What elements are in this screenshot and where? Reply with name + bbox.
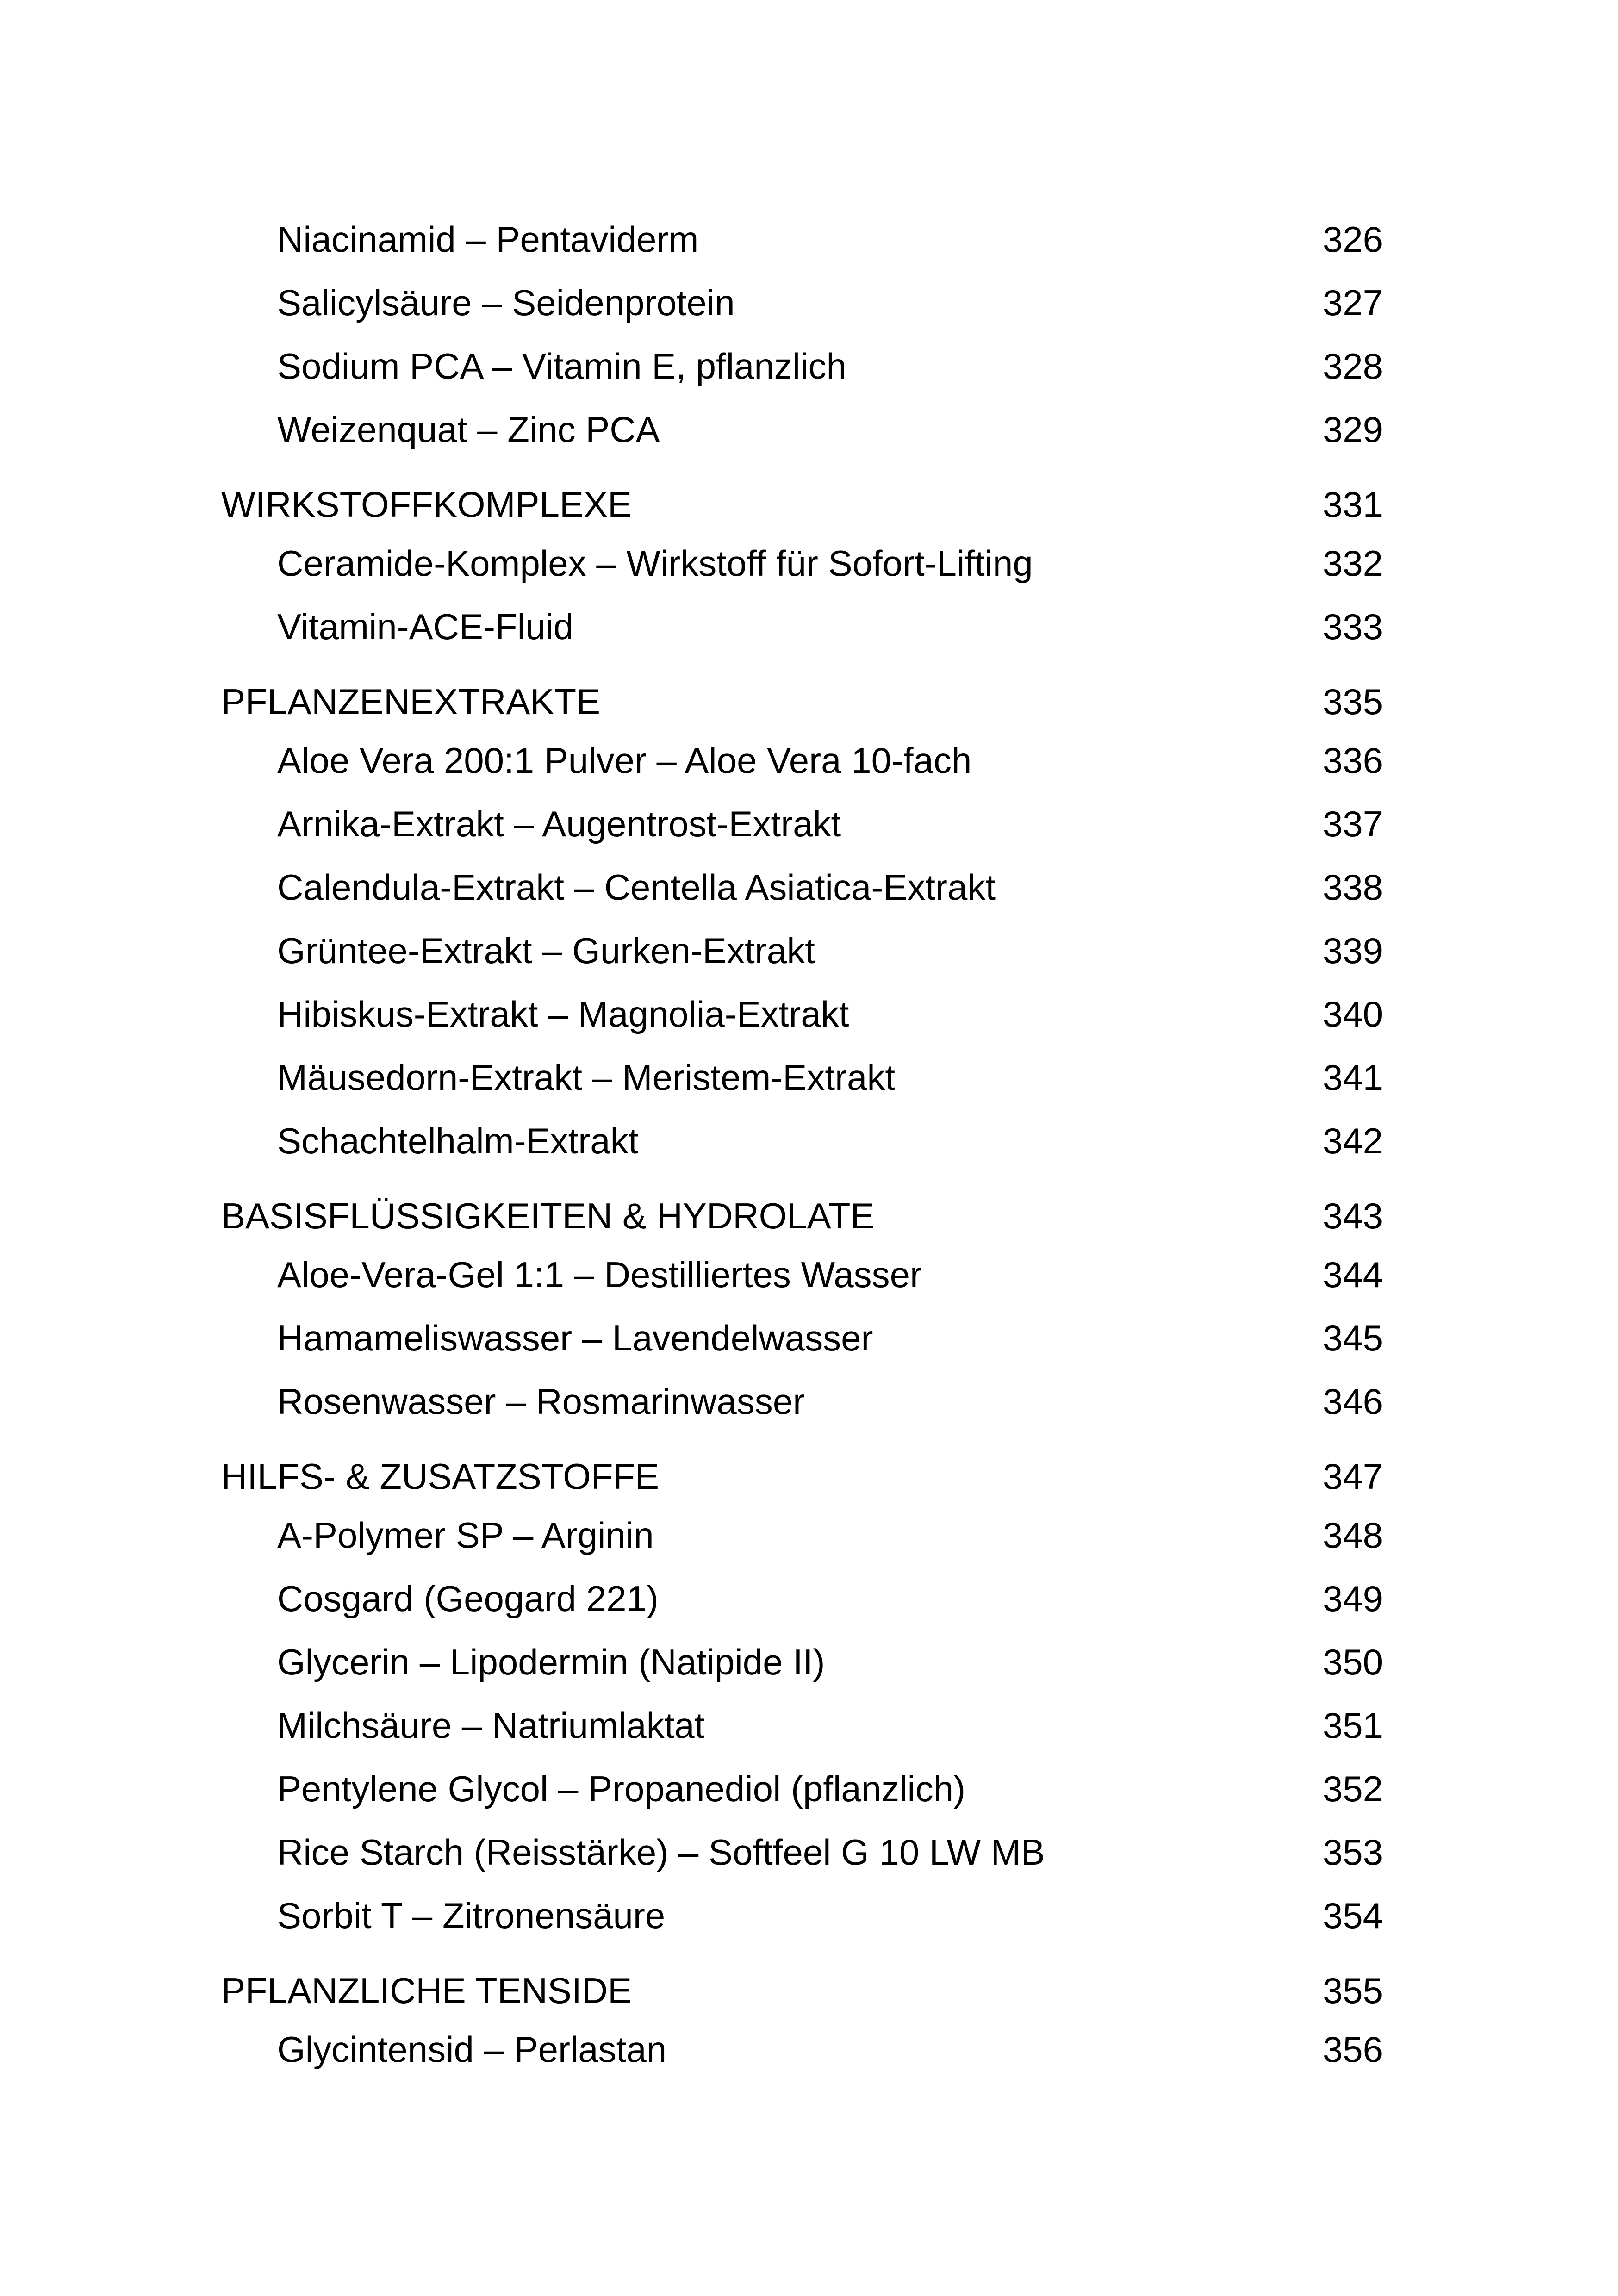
toc-entry-title: Rice Starch (Reisstärke) – Softfeel G 10 LW MB xyxy=(277,1832,1045,1873)
toc-entry xyxy=(221,1046,1383,1109)
toc-entry-title: Weizenquat – Zinc PCA xyxy=(277,409,660,450)
toc-page-number: 343 xyxy=(1322,1195,1383,1236)
toc-entry xyxy=(221,271,1383,335)
toc-entry-title: Schachtelhalm-Extrakt xyxy=(277,1120,639,1161)
toc-page-number: 356 xyxy=(1322,2029,1383,2070)
toc-entry xyxy=(221,208,1383,271)
toc-entry-title: Glycerin – Lipodermin (Natipide II) xyxy=(277,1642,825,1682)
toc-entry-title: Sodium PCA – Vitamin E, pflanzlich xyxy=(277,346,846,386)
toc-entry xyxy=(221,335,1383,398)
toc-entry xyxy=(221,919,1383,983)
toc-entry-title: Salicylsäure – Seidenprotein xyxy=(277,282,735,323)
toc-page-number: 348 xyxy=(1322,1515,1383,1556)
toc-entry-title: Grüntee-Extrakt – Gurken-Extrakt xyxy=(277,930,815,971)
toc-page-number: 338 xyxy=(1322,867,1383,908)
toc-page-number: 352 xyxy=(1322,1768,1383,1809)
toc-entry-title: Milchsäure – Natriumlaktat xyxy=(277,1705,705,1746)
toc-entry-title: Glycintensid – Perlastan xyxy=(277,2029,667,2070)
toc-entry xyxy=(221,1567,1383,1630)
toc-page-number: 349 xyxy=(1322,1578,1383,1619)
toc-page-number: 354 xyxy=(1322,1895,1383,1936)
toc-page-number: 336 xyxy=(1322,740,1383,781)
toc-entry-title: Niacinamid – Pentaviderm xyxy=(277,219,699,260)
toc-entry-title: Rosenwasser – Rosmarinwasser xyxy=(277,1381,805,1422)
toc-entry xyxy=(221,595,1383,659)
toc-entry-title: Arnika-Extrakt – Augentrost-Extrakt xyxy=(277,803,841,844)
toc-entry-title: Pentylene Glycol – Propanediol (pflanzlich) xyxy=(277,1768,966,1809)
toc-entry xyxy=(221,398,1383,461)
toc-entry xyxy=(221,1307,1383,1370)
toc-entry xyxy=(221,1370,1383,1433)
toc-page-number: 331 xyxy=(1322,484,1383,525)
toc-entry xyxy=(221,856,1383,919)
toc-entry-title: WIRKSTOFFKOMPLEXE xyxy=(221,484,632,525)
toc-entry xyxy=(221,729,1383,792)
toc-entry-title: BASISFLÜSSIGKEITEN & HYDROLATE xyxy=(221,1195,875,1236)
toc-page-number: 337 xyxy=(1322,803,1383,844)
toc-entry xyxy=(221,1109,1383,1173)
toc-entry-title: Mäusedorn-Extrakt – Meristem-Extrakt xyxy=(277,1057,896,1098)
toc-entry xyxy=(221,2018,1383,2081)
toc-page-number: 341 xyxy=(1322,1057,1383,1098)
toc-page-number: 333 xyxy=(1322,606,1383,647)
toc-page-number: 351 xyxy=(1322,1705,1383,1746)
toc-page-number: 340 xyxy=(1322,994,1383,1034)
toc-page-number: 347 xyxy=(1322,1456,1383,1497)
toc-page-number: 344 xyxy=(1322,1254,1383,1295)
toc-page-number: 350 xyxy=(1322,1642,1383,1682)
toc-entry-title: PFLANZLICHE TENSIDE xyxy=(221,1970,632,2011)
toc-section-heading xyxy=(221,1959,1383,2022)
toc-page-number: 335 xyxy=(1322,681,1383,722)
toc-entry-title: Calendula-Extrakt – Centella Asiatica-Extrakt xyxy=(277,867,996,908)
toc-page-number: 353 xyxy=(1322,1832,1383,1873)
toc-section-heading xyxy=(221,670,1383,734)
toc-entry xyxy=(221,1694,1383,1757)
toc-entry xyxy=(221,1243,1383,1307)
toc-page-number: 342 xyxy=(1322,1120,1383,1161)
toc-entry-title: Hamameliswasser – Lavendelwasser xyxy=(277,1318,873,1358)
toc-entry-title: Ceramide-Komplex – Wirkstoff für Sofort-Lifting xyxy=(277,543,1033,584)
toc-page-number: 327 xyxy=(1322,282,1383,323)
toc-section-heading xyxy=(221,473,1383,536)
toc-page-number: 328 xyxy=(1322,346,1383,386)
toc-entry-title: Hibiskus-Extrakt – Magnolia-Extrakt xyxy=(277,994,849,1034)
toc-entry xyxy=(221,983,1383,1046)
toc-entry-title: Cosgard (Geogard 221) xyxy=(277,1578,659,1619)
toc-entry xyxy=(221,1504,1383,1567)
toc-entry xyxy=(221,1821,1383,1884)
toc-page-number: 332 xyxy=(1322,543,1383,584)
toc-entry-title: HILFS- & ZUSATZSTOFFE xyxy=(221,1456,660,1497)
toc-entry-title: Sorbit T – Zitronensäure xyxy=(277,1895,666,1936)
toc-entry-title: PFLANZENEXTRAKTE xyxy=(221,681,601,722)
toc-entry-title: Aloe-Vera-Gel 1:1 – Destilliertes Wasser xyxy=(277,1254,922,1295)
toc-entry xyxy=(221,1630,1383,1694)
toc-page-number: 355 xyxy=(1322,1970,1383,2011)
toc-entry-title: Vitamin-ACE-Fluid xyxy=(277,606,574,647)
toc-entry xyxy=(221,1884,1383,1948)
toc-entry xyxy=(221,792,1383,856)
toc-page-number: 339 xyxy=(1322,930,1383,971)
toc-page-number: 345 xyxy=(1322,1318,1383,1358)
toc-entry xyxy=(221,1757,1383,1821)
table-of-contents xyxy=(221,208,1383,2081)
toc-entry xyxy=(221,532,1383,595)
toc-page-number: 346 xyxy=(1322,1381,1383,1422)
toc-section-heading xyxy=(221,1184,1383,1248)
toc-page-number: 329 xyxy=(1322,409,1383,450)
toc-section-heading xyxy=(221,1445,1383,1508)
toc-entry-title: Aloe Vera 200:1 Pulver – Aloe Vera 10-fach xyxy=(277,740,972,781)
toc-entry-title: A-Polymer SP – Arginin xyxy=(277,1515,654,1556)
toc-page-number: 326 xyxy=(1322,219,1383,260)
